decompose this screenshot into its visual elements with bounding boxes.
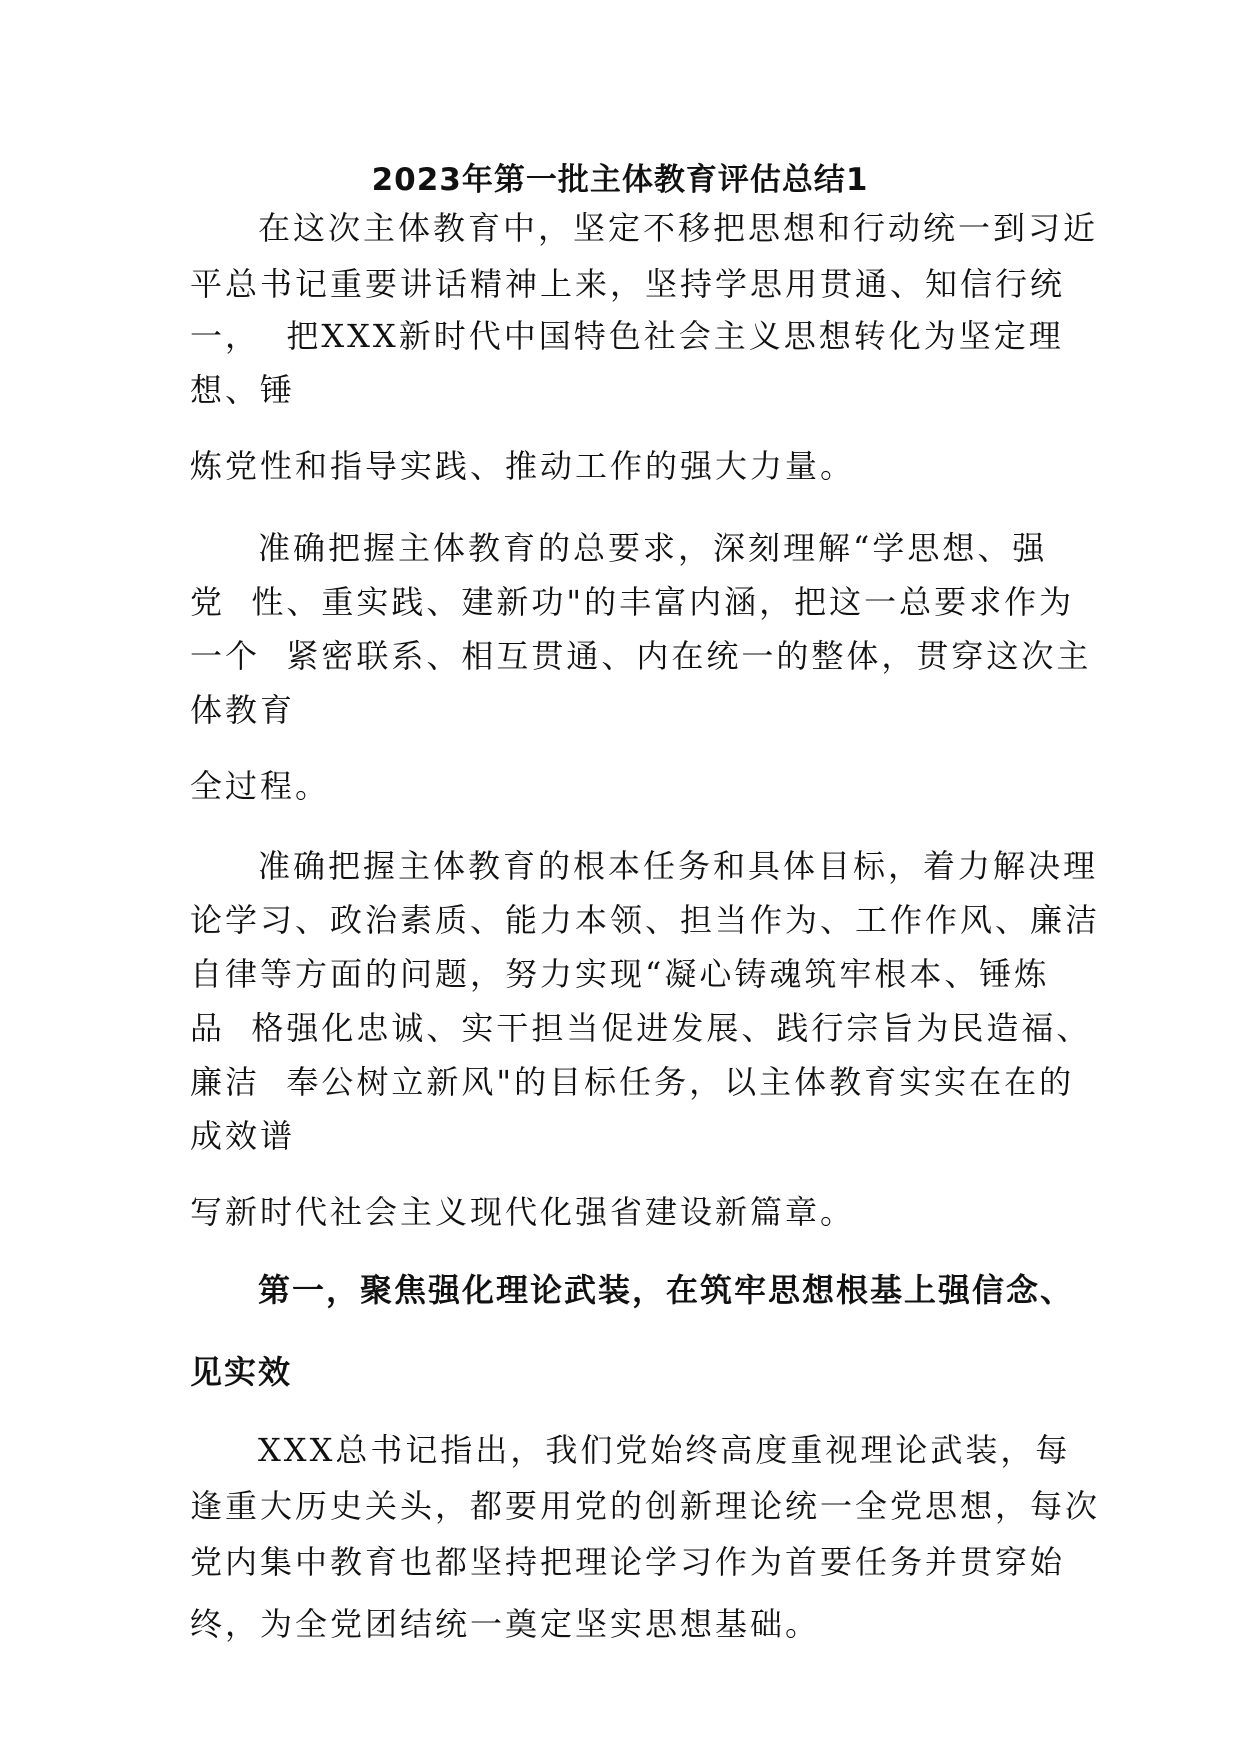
paragraph-1-line-4: 想、锤	[190, 371, 296, 409]
document-title: 2023年第一批主体教育评估总结1	[371, 162, 869, 198]
paragraph-6-line-1: 写新时代社会主义现代化强省建设新篇章。	[190, 1193, 856, 1231]
paragraph-8-line-4: 终，为全党团结统一奠定坚实思想基础。	[190, 1605, 821, 1643]
paragraph-1-line-3: 一， 把XXX新时代中国特色社会主义思想转化为坚定理	[190, 317, 1064, 355]
paragraph-5-line-5: 廉洁 奉公树立新风"的目标任务，以主体教育实实在在的	[190, 1063, 1075, 1101]
paragraph-8-line-1: XXX总书记指出，我们党始终高度重视理论武装，每	[258, 1431, 1071, 1469]
paragraph-3-line-3: 一个 紧密联系、相互贯通、内在统一的整体，贯穿这次主	[190, 637, 1092, 675]
paragraph-8-line-2: 逢重大历史关头，都要用党的创新理论统一全党思想，每次	[190, 1487, 1101, 1525]
paragraph-5-line-4: 品 格强化忠诚、实干担当促进发展、践行宗旨为民造福、	[190, 1009, 1092, 1047]
paragraph-5-line-1: 准确把握主体教育的根本任务和具体目标，着力解决理	[258, 847, 1099, 885]
paragraph-3-line-2: 党 性、重实践、建新功"的丰富内涵，把这一总要求作为	[190, 583, 1075, 621]
paragraph-3-line-4: 体教育	[190, 691, 296, 729]
paragraph-8-line-3: 党内集中教育也都坚持把理论学习作为首要任务并贯穿始	[190, 1543, 1066, 1581]
paragraph-3-line-1: 准确把握主体教育的总要求，深刻理解“学思想、强	[258, 529, 1048, 567]
paragraph-5-line-6: 成效谱	[190, 1117, 296, 1155]
section-heading-line-2: 见实效	[190, 1353, 293, 1391]
paragraph-4-line-1: 全过程。	[190, 767, 331, 805]
paragraph-1-line-1: 在这次主体教育中，坚定不移把思想和行动统一到习近	[258, 209, 1099, 247]
paragraph-5-line-2: 论学习、政治素质、能力本领、担当作为、工作作风、廉洁	[190, 901, 1101, 939]
paragraph-1-line-2: 平总书记重要讲话精神上来，坚持学思用贯通、知信行统	[190, 265, 1066, 303]
paragraph-2-line-1: 炼党性和指导实践、推动工作的强大力量。	[190, 447, 856, 485]
paragraph-5-line-3: 自律等方面的问题，努力实现“凝心铸魂筑牢根本、锤炼	[190, 955, 1050, 993]
section-heading-line-1: 第一，聚焦强化理论武装，在筑牢思想根基上强信念、	[258, 1271, 1075, 1309]
